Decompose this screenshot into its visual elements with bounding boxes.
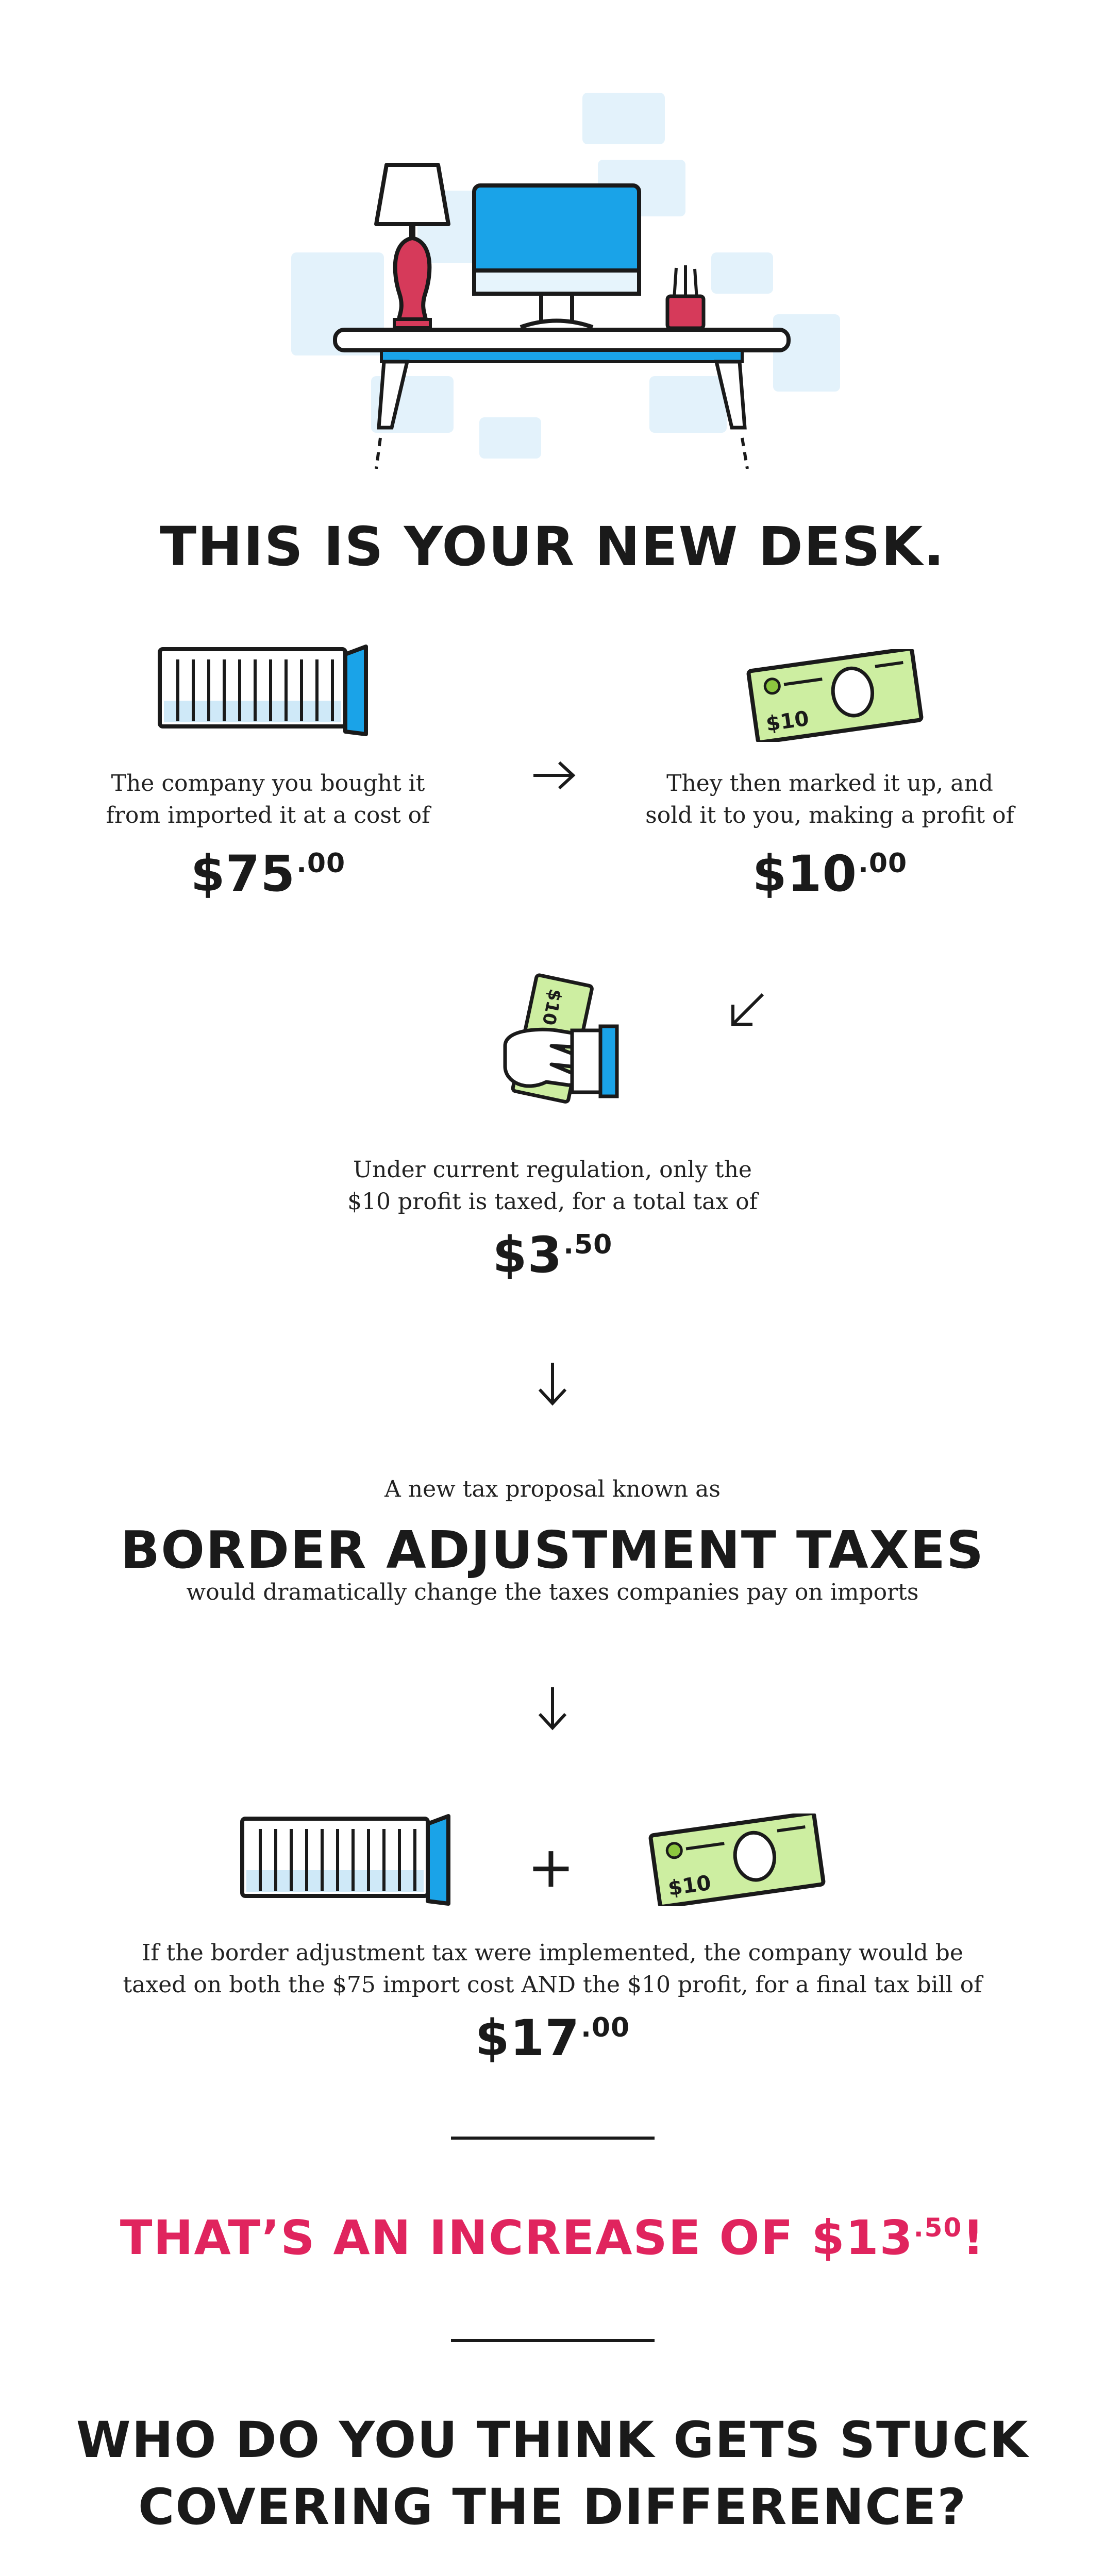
markup-text-line1: They then marked it up, and bbox=[666, 770, 993, 796]
plus-sign: + bbox=[527, 1834, 576, 1900]
divider bbox=[451, 2137, 655, 2140]
bill-label: $10 bbox=[764, 706, 811, 736]
bill-label: $10 bbox=[666, 1871, 713, 1901]
bat-text-line2: taxed on both the $75 import cost AND the $10 profit, for a final tax bill of bbox=[123, 1972, 982, 1998]
monitor-icon bbox=[474, 185, 639, 327]
desk-illustration bbox=[278, 88, 845, 469]
import-text-line2: from imported it at a cost of bbox=[106, 802, 430, 828]
arrow-right-icon bbox=[531, 757, 577, 793]
svg-text:$10: $10 bbox=[538, 987, 566, 1027]
question-line2: COVERING THE DIFFERENCE? bbox=[138, 2478, 967, 2536]
proposal-outro: would dramatically change the taxes companies pay on imports bbox=[186, 1579, 919, 1605]
hero-title: THIS IS YOUR NEW DESK. bbox=[160, 515, 945, 578]
shipping-container-icon bbox=[155, 644, 376, 742]
import-text-line1: The company you bought it bbox=[111, 770, 425, 796]
arrow-down-icon bbox=[534, 1360, 571, 1406]
arrow-down-icon bbox=[534, 1685, 571, 1731]
dollar-bill-icon bbox=[742, 649, 928, 742]
shipping-container-icon bbox=[237, 1814, 459, 1911]
proposal-name: BORDER ADJUSTMENT TAXES bbox=[120, 1520, 985, 1580]
current-tax-text-line1: Under current regulation, only the bbox=[353, 1157, 752, 1183]
import-price: $\$75^{.00}$ bbox=[190, 845, 346, 903]
pencil-cup-icon bbox=[667, 265, 704, 328]
hand-holding-cash-icon bbox=[495, 969, 629, 1133]
question-line1: WHO DO YOU THINK GETS STUCK bbox=[76, 2411, 1029, 2469]
markup-text-line2: sold it to you, making a profit of bbox=[645, 802, 1014, 828]
markup-price: $\$10^{.00}$ bbox=[752, 845, 908, 903]
arrow-down-left-icon bbox=[727, 989, 768, 1030]
divider bbox=[451, 2339, 655, 2342]
current-tax-price: $\$3^{.50}$ bbox=[492, 1226, 613, 1284]
proposal-intro: A new tax proposal known as bbox=[384, 1476, 721, 1502]
bat-price: $\$17^{.00}$ bbox=[475, 2009, 630, 2067]
bat-text-line1: If the border adjustment tax were implemented, the company would be bbox=[142, 1940, 963, 1966]
dollar-bill-icon bbox=[644, 1814, 830, 1906]
current-tax-text-line2: $10 profit is taxed, for a total tax of bbox=[347, 1189, 758, 1215]
increase-text: THAT’S AN INCREASE OF $\$13^{.50}$! bbox=[120, 2210, 985, 2265]
